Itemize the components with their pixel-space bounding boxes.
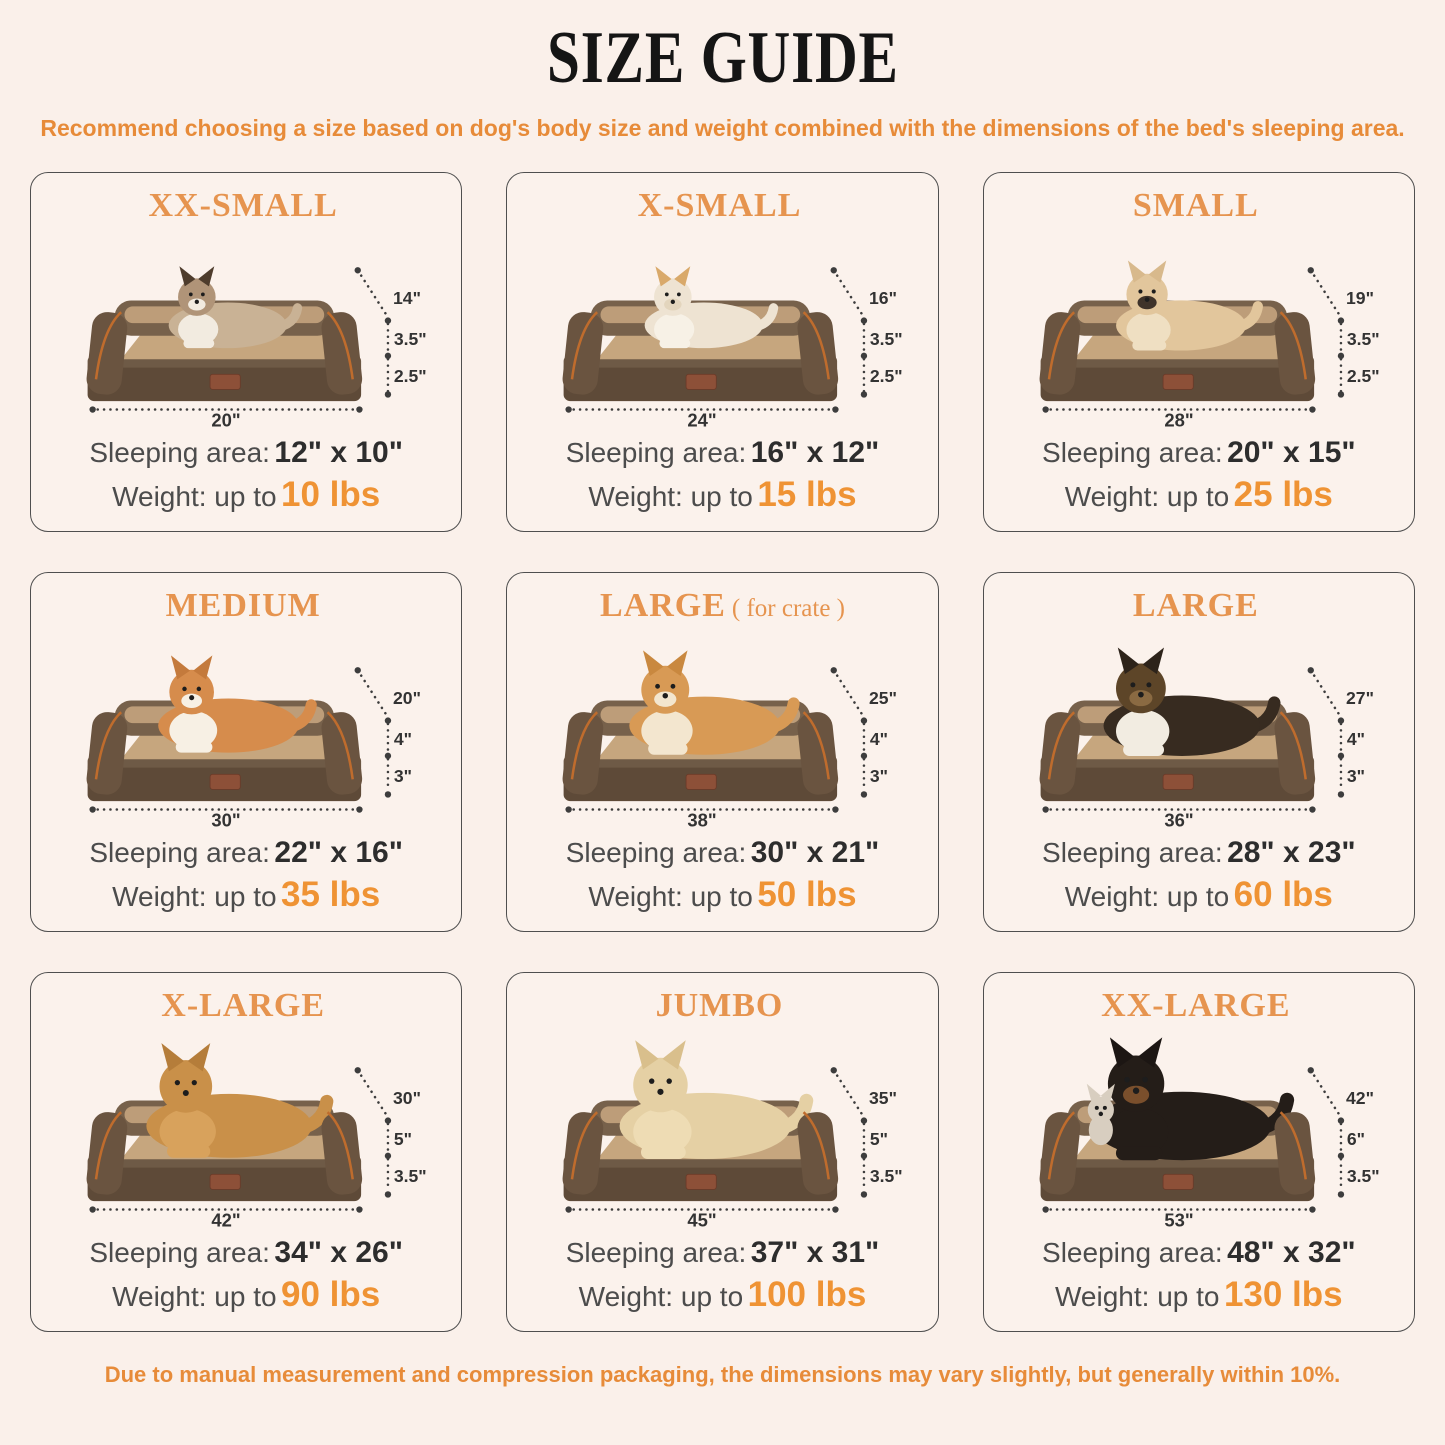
sleeping-area-value: 20" x 15" [1227, 435, 1356, 469]
weight-label: Weight: up to [1055, 1281, 1220, 1313]
sleeping-area-label: Sleeping area: [565, 836, 747, 868]
svg-text:19": 19" [1345, 288, 1374, 309]
size-label [656, 987, 790, 1025]
svg-text:24": 24" [687, 409, 717, 429]
page-footnote: Due to manual measurement and compression packaging, the dimensions may vary slightly, but generally within 10%. [104, 1362, 1341, 1387]
sleeping-area-value: 22" x 16" [274, 835, 403, 869]
size-label-text: XX-SMALL [148, 187, 338, 224]
size-label-text: SMALL [1132, 187, 1259, 224]
svg-text:3.5": 3.5" [393, 329, 427, 350]
svg-text:3.5": 3.5" [393, 1166, 427, 1187]
weight-label: Weight: up to [112, 1281, 277, 1313]
bed-figure [39, 1025, 453, 1234]
bed-illustration [992, 1030, 1406, 1228]
weight-label: Weight: up to [1064, 481, 1230, 513]
size-card-x-large [30, 972, 462, 1332]
size-label [1133, 187, 1265, 225]
size-cards-grid [30, 172, 1415, 1332]
size-card-medium [30, 572, 462, 932]
weight-value: 10 lbs [281, 475, 381, 515]
weight-label: Weight: up to [578, 1281, 744, 1313]
sleeping-area-line [89, 834, 403, 872]
bed-figure [992, 625, 1406, 834]
weight-value: 130 lbs [1223, 1275, 1343, 1315]
bed-illustration [515, 630, 929, 828]
svg-text:3.5": 3.5" [1346, 329, 1380, 350]
sleeping-area-label: Sleeping area: [89, 836, 270, 868]
svg-text:36": 36" [1164, 809, 1194, 829]
sleeping-area-label: Sleeping area: [89, 1236, 270, 1268]
svg-text:3": 3" [1346, 766, 1365, 787]
sleeping-area-label: Sleeping area: [565, 436, 747, 468]
svg-text:35": 35" [869, 1088, 898, 1109]
size-label-text: JUMBO [655, 987, 784, 1024]
svg-text:6": 6" [1346, 1129, 1365, 1150]
weight-label: Weight: up to [112, 881, 277, 913]
sleeping-area-label: Sleeping area: [89, 436, 270, 468]
weight-line [588, 873, 856, 917]
svg-text:2.5": 2.5" [393, 366, 427, 387]
weight-line [112, 873, 380, 917]
sleeping-area-value: 30" x 21" [750, 835, 880, 869]
weight-line [1065, 873, 1333, 917]
weight-value: 35 lbs [281, 875, 381, 915]
size-label [638, 187, 808, 225]
sleeping-area-line [1042, 434, 1356, 472]
sleeping-area-line [1042, 834, 1356, 872]
bed-illustration [992, 630, 1406, 828]
svg-text:3.5": 3.5" [870, 329, 903, 350]
sleeping-area-value: 16" x 12" [750, 435, 880, 469]
bed-figure [39, 225, 453, 434]
size-label-text: X-SMALL [637, 187, 802, 224]
size-label [1133, 587, 1265, 625]
svg-text:45": 45" [687, 1209, 717, 1229]
svg-text:2.5": 2.5" [1346, 366, 1380, 387]
page-title: SIZE GUIDE [546, 17, 899, 99]
sleeping-area-value: 28" x 23" [1227, 835, 1356, 869]
svg-text:4": 4" [870, 729, 889, 750]
size-card-xx-small [30, 172, 462, 532]
weight-value: 50 lbs [757, 875, 857, 915]
weight-label: Weight: up to [588, 481, 753, 513]
svg-text:28": 28" [1164, 409, 1194, 429]
bed-illustration [39, 230, 453, 428]
size-label-text: MEDIUM [165, 587, 321, 624]
svg-text:20": 20" [392, 688, 421, 709]
bed-illustration [39, 630, 453, 828]
weight-line [579, 1273, 867, 1317]
weight-line [1055, 1273, 1343, 1317]
weight-line [588, 473, 856, 517]
sleeping-area-line [566, 1234, 880, 1272]
size-label-text: X-LARGE [161, 987, 326, 1024]
svg-text:4": 4" [1346, 729, 1365, 750]
bed-figure [39, 625, 453, 834]
size-card-small [983, 172, 1415, 532]
weight-label: Weight: up to [112, 481, 277, 513]
size-label-text: XX-LARGE [1101, 987, 1291, 1024]
size-card-large-crate [506, 572, 938, 932]
weight-line [112, 473, 380, 517]
bed-figure [515, 225, 929, 434]
svg-text:42": 42" [1345, 1088, 1374, 1109]
sleeping-area-value: 12" x 10" [274, 435, 403, 469]
sleeping-area-label: Sleeping area: [565, 1236, 747, 1268]
bed-figure [992, 1025, 1406, 1234]
sleeping-area-line [89, 1234, 403, 1272]
svg-text:30": 30" [211, 809, 241, 829]
sleeping-area-value: 37" x 31" [750, 1235, 880, 1269]
bed-figure [992, 225, 1406, 434]
sleeping-area-line [1042, 1234, 1356, 1272]
size-card-large [983, 572, 1415, 932]
size-card-jumbo [506, 972, 938, 1332]
size-label [600, 587, 845, 625]
bed-illustration [992, 230, 1406, 428]
sleeping-area-value: 34" x 26" [274, 1235, 403, 1269]
sleeping-area-line [566, 834, 880, 872]
size-label-text: LARGE [599, 587, 726, 624]
svg-text:5": 5" [393, 1129, 412, 1150]
weight-value: 90 lbs [281, 1275, 381, 1315]
sleeping-area-line [566, 434, 880, 472]
bed-illustration [515, 1030, 929, 1228]
weight-label: Weight: up to [1064, 881, 1230, 913]
bed-figure [515, 1025, 929, 1234]
svg-text:5": 5" [870, 1129, 889, 1150]
svg-text:38": 38" [687, 809, 717, 829]
svg-text:14": 14" [392, 288, 421, 309]
page-subtitle: Recommend choosing a size based on dog's body size and weight combined with the dimensions of the bed's sleeping area. [40, 115, 1405, 141]
size-label [1101, 987, 1296, 1025]
size-label [148, 187, 343, 225]
sleeping-area-value: 48" x 32" [1227, 1235, 1356, 1269]
svg-text:27": 27" [1345, 688, 1374, 709]
size-card-xx-large [983, 972, 1415, 1332]
size-label [166, 587, 327, 625]
weight-line [1065, 473, 1333, 517]
weight-value: 15 lbs [757, 475, 857, 515]
svg-text:53": 53" [1164, 1209, 1194, 1229]
svg-text:16": 16" [869, 288, 898, 309]
svg-text:30": 30" [392, 1088, 421, 1109]
weight-value: 60 lbs [1233, 875, 1333, 915]
bed-figure [515, 625, 929, 834]
weight-value: 25 lbs [1233, 475, 1333, 515]
svg-text:20": 20" [211, 409, 241, 429]
sleeping-area-label: Sleeping area: [1042, 836, 1223, 868]
bed-illustration [515, 230, 929, 428]
svg-text:42": 42" [211, 1209, 241, 1229]
weight-line [112, 1273, 380, 1317]
sleeping-area-label: Sleeping area: [1042, 1236, 1223, 1268]
svg-text:3": 3" [393, 766, 412, 787]
weight-label: Weight: up to [588, 881, 753, 913]
svg-text:25": 25" [869, 688, 898, 709]
sleeping-area-label: Sleeping area: [1042, 436, 1223, 468]
svg-text:3.5": 3.5" [1346, 1166, 1380, 1187]
size-label-note: ( for crate ) [731, 595, 846, 622]
svg-text:4": 4" [393, 729, 412, 750]
bed-illustration [39, 1030, 453, 1228]
size-card-x-small [506, 172, 938, 532]
svg-text:3.5": 3.5" [870, 1166, 903, 1187]
size-label [161, 987, 331, 1025]
weight-value: 100 lbs [747, 1275, 867, 1315]
svg-text:3": 3" [870, 766, 889, 787]
svg-text:2.5": 2.5" [870, 366, 903, 387]
size-label-text: LARGE [1132, 587, 1259, 624]
sleeping-area-line [89, 434, 403, 472]
